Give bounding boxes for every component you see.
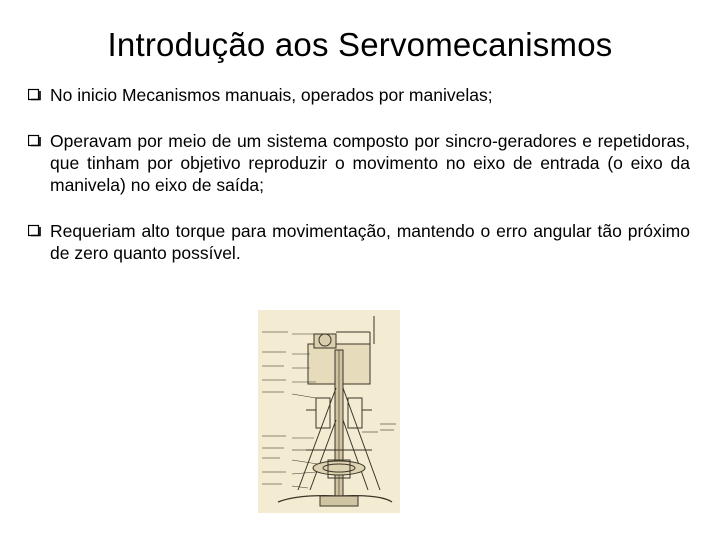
bullet-text: Requeriam alto torque para movimentação, mantendo o erro angular tão próximo de zero quanto possível. (50, 221, 690, 263)
bullet-item (28, 130, 690, 196)
slide-title: Introdução aos Servomecanismos (107, 26, 613, 63)
bullet-list (28, 84, 690, 264)
checkbox-bullet-icon (28, 88, 41, 101)
mechanism-drawing-icon (258, 310, 400, 513)
checkbox-bullet-icon (28, 224, 41, 237)
checkbox-bullet-icon (28, 134, 41, 147)
bullet-item (28, 220, 690, 264)
bullet-text: Operavam por meio de um sistema composto por sincro-geradores e repetidoras, que tinham por objetivo reproduzir o movimento no eixo de entrada (o eixo da manivela) no eixo de saída; (50, 131, 690, 195)
bullet-text: No inicio Mecanismos manuais, operados por manivelas; (50, 85, 493, 105)
bullet-item (28, 84, 690, 106)
